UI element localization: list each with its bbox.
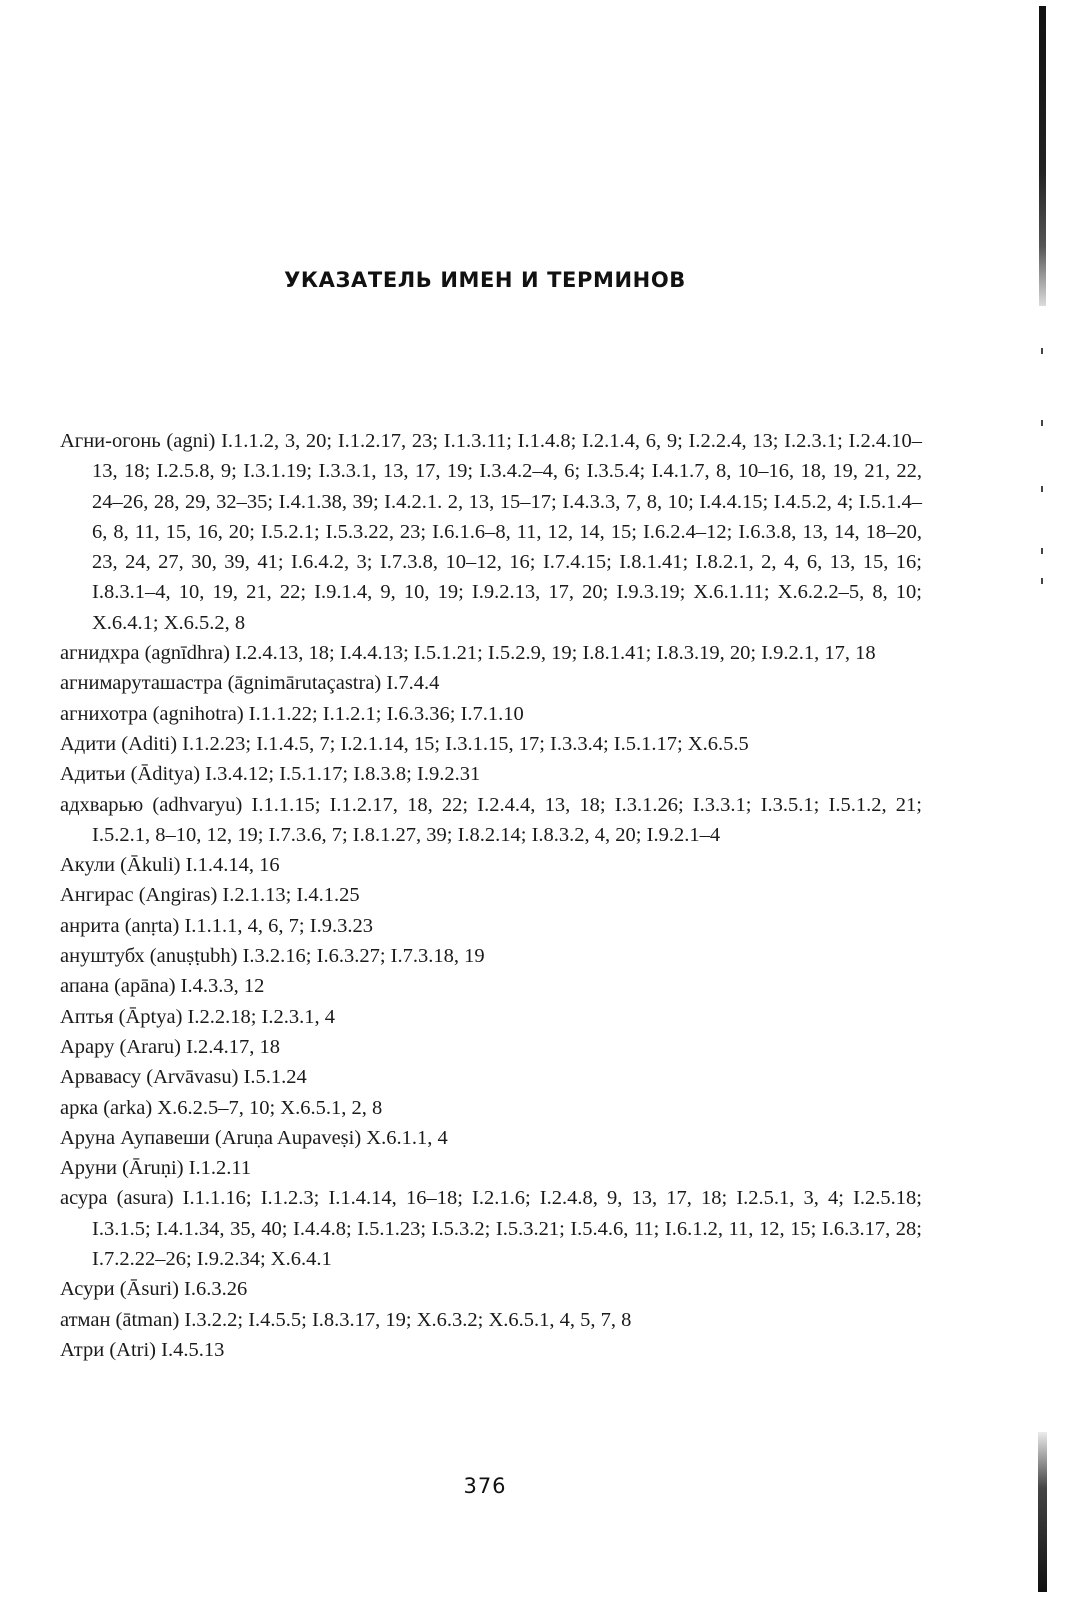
scan-shadow-top <box>1039 6 1046 306</box>
index-list <box>60 426 922 1365</box>
index-entry-aruni: Аруни (Āruṇi) I.1.2.11 <box>60 1157 252 1180</box>
scan-speck <box>1041 548 1043 554</box>
scan-speck <box>1041 486 1043 492</box>
index-entry-agni: Агни-огонь (agni) I.1.1.2, 3, 20; I.1.2.17, 23; I.1.3.11; I.1.4.8; I.2.1.4, 6, 9; I.2.2.4, 13; I.2.3.1; I.2.4.10–13, 18; I.2.5.8, 9; I.3.1.19; I.3.3.1, 13, 17, 19; I.3.4.2–4, 6; I.3.5.4; I.4.1.7, 8, 10–16, 18, 19, 21, 22, 24–26, 28, 29, 32–35; I.4.1.38, 39; I.4.2.1. 2, 13, 15–17; I.4.3.3, 7, 8, 10; I.4.4.15; I.4.5.2, 4; I.5.1.4–6, 8, 11, 15, 16, 20; I.5.2.1; I.5.3.22, 23; I.6.1.6–8, 11, 12, 14, 15; I.6.2.4–12; I.6.3.8, 13, 14, 18–20, 23, 24, 27, 30, 39, 41; I.6.4.2, 3; I.7.3.8, 10–12, 16; I.7.4.15; I.8.1.41; I.8.2.1, 2, 4, 6, 13, 15, 16; I.8.3.1–4, 10, 19, 21, 22; I.9.1.4, 9, 10, 19; I.9.2.13, 17, 20; I.9.3.19; X.6.1.11; X.6.2.2–5, 8, 10; X.6.4.1; X.6.5.2, 8 <box>60 430 922 634</box>
index-entry-araru: Арару (Araru) I.2.4.17, 18 <box>60 1035 281 1058</box>
index-entry-anustubh: ануштубх (anuṣṭubh) I.3.2.16; I.6.3.27; I.7.3.18, 19 <box>60 945 485 968</box>
index-entry-aptya: Аптья (Āptya) I.2.2.18; I.2.3.1, 4 <box>60 1005 335 1028</box>
index-entry-adhvaryu: адхварью (adhvaryu) I.1.1.15; I.1.2.17, 18, 22; I.2.4.4, 13, 18; I.3.1.26; I.3.3.1; I.3.5.1; I.5.1.2, 21; I.5.2.1, 8–10, 12, 19; I.7.3.6, 7; I.8.1.27, 39; I.8.2.14; I.8.3.2, 4, 20; I.9.2.1–4 <box>60 793 922 846</box>
page-number: 376 <box>463 1474 507 1498</box>
index-entry-arka: арка (arka) X.6.2.5–7, 10; X.6.5.1, 2, 8 <box>60 1096 383 1119</box>
scan-shadow-bottom <box>1038 1432 1047 1592</box>
index-entry-agnidhra: агнидхра (agnīdhra) I.2.4.13, 18; I.4.4.13; I.5.1.21; I.5.2.9, 19; I.8.1.41; I.8.3.19, 20; I.9.2.1, 17, 18 <box>60 642 876 665</box>
index-entry-aditi: Адити (Aditi) I.1.2.23; I.1.4.5, 7; I.2.1.14, 15; I.3.1.15, 17; I.3.3.4; I.5.1.17; X.6.5.5 <box>60 732 749 755</box>
index-entry-agnihotra: агнихотра (agnihotra) I.1.1.22; I.1.2.1; I.6.3.36; I.7.1.10 <box>60 702 524 725</box>
scan-speck <box>1041 348 1043 354</box>
index-entry-arvavasu: Арвавасу (Arvāvasu) I.5.1.24 <box>60 1066 307 1089</box>
index-entry-agnimarutashastra: агнимаруташастра (āgnimārutaçastra) I.7.4.4 <box>60 672 440 695</box>
scan-speck <box>1041 578 1043 584</box>
scan-speck <box>1041 420 1043 426</box>
index-entry-atman: атман (ātman) I.3.2.2; I.4.5.5; I.8.3.17, 19; X.6.3.2; X.6.5.1, 4, 5, 7, 8 <box>60 1308 632 1331</box>
index-entry-apana: апана (apāna) I.4.3.3, 12 <box>60 975 265 998</box>
index-entry-asura: асура (asura) I.1.1.16; I.1.2.3; I.1.4.14, 16–18; I.2.1.6; I.2.4.8, 9, 13, 17, 18; I.2.5.1, 3, 4; I.2.5.18; I.3.1.5; I.4.1.34, 35, 40; I.4.4.8; I.5.1.23; I.5.3.2; I.5.3.21; I.5.4.6, 11; I.6.1.2, 11, 12, 15; I.6.3.17, 28; I.7.2.22–26; I.9.2.34; X.6.4.1 <box>60 1187 922 1271</box>
index-entry-atri: Атри (Atri) I.4.5.13 <box>60 1338 225 1361</box>
index-entry-asuri: Асури (Āsuri) I.6.3.26 <box>60 1278 248 1301</box>
index-entry-aruna-aupavesi: Аруна Аупавеши (Aruṇa Aupaveṣi) X.6.1.1, 4 <box>60 1126 448 1149</box>
index-entry-angiras: Ангирас (Angiras) I.2.1.13; I.4.1.25 <box>60 884 360 907</box>
page-title: УКАЗАТЕЛЬ ИМЕН И ТЕРМИНОВ <box>284 268 686 292</box>
index-entry-anrta: анрита (anṛta) I.1.1.1, 4, 6, 7; I.9.3.23 <box>60 914 373 937</box>
scan-binding-edge <box>1035 0 1051 1600</box>
index-entry-akuli: Акули (Ākuli) I.1.4.14, 16 <box>60 854 280 877</box>
index-entry-aditya: Адитьи (Āditya) I.3.4.12; I.5.1.17; I.8.3.8; I.9.2.31 <box>60 763 481 786</box>
